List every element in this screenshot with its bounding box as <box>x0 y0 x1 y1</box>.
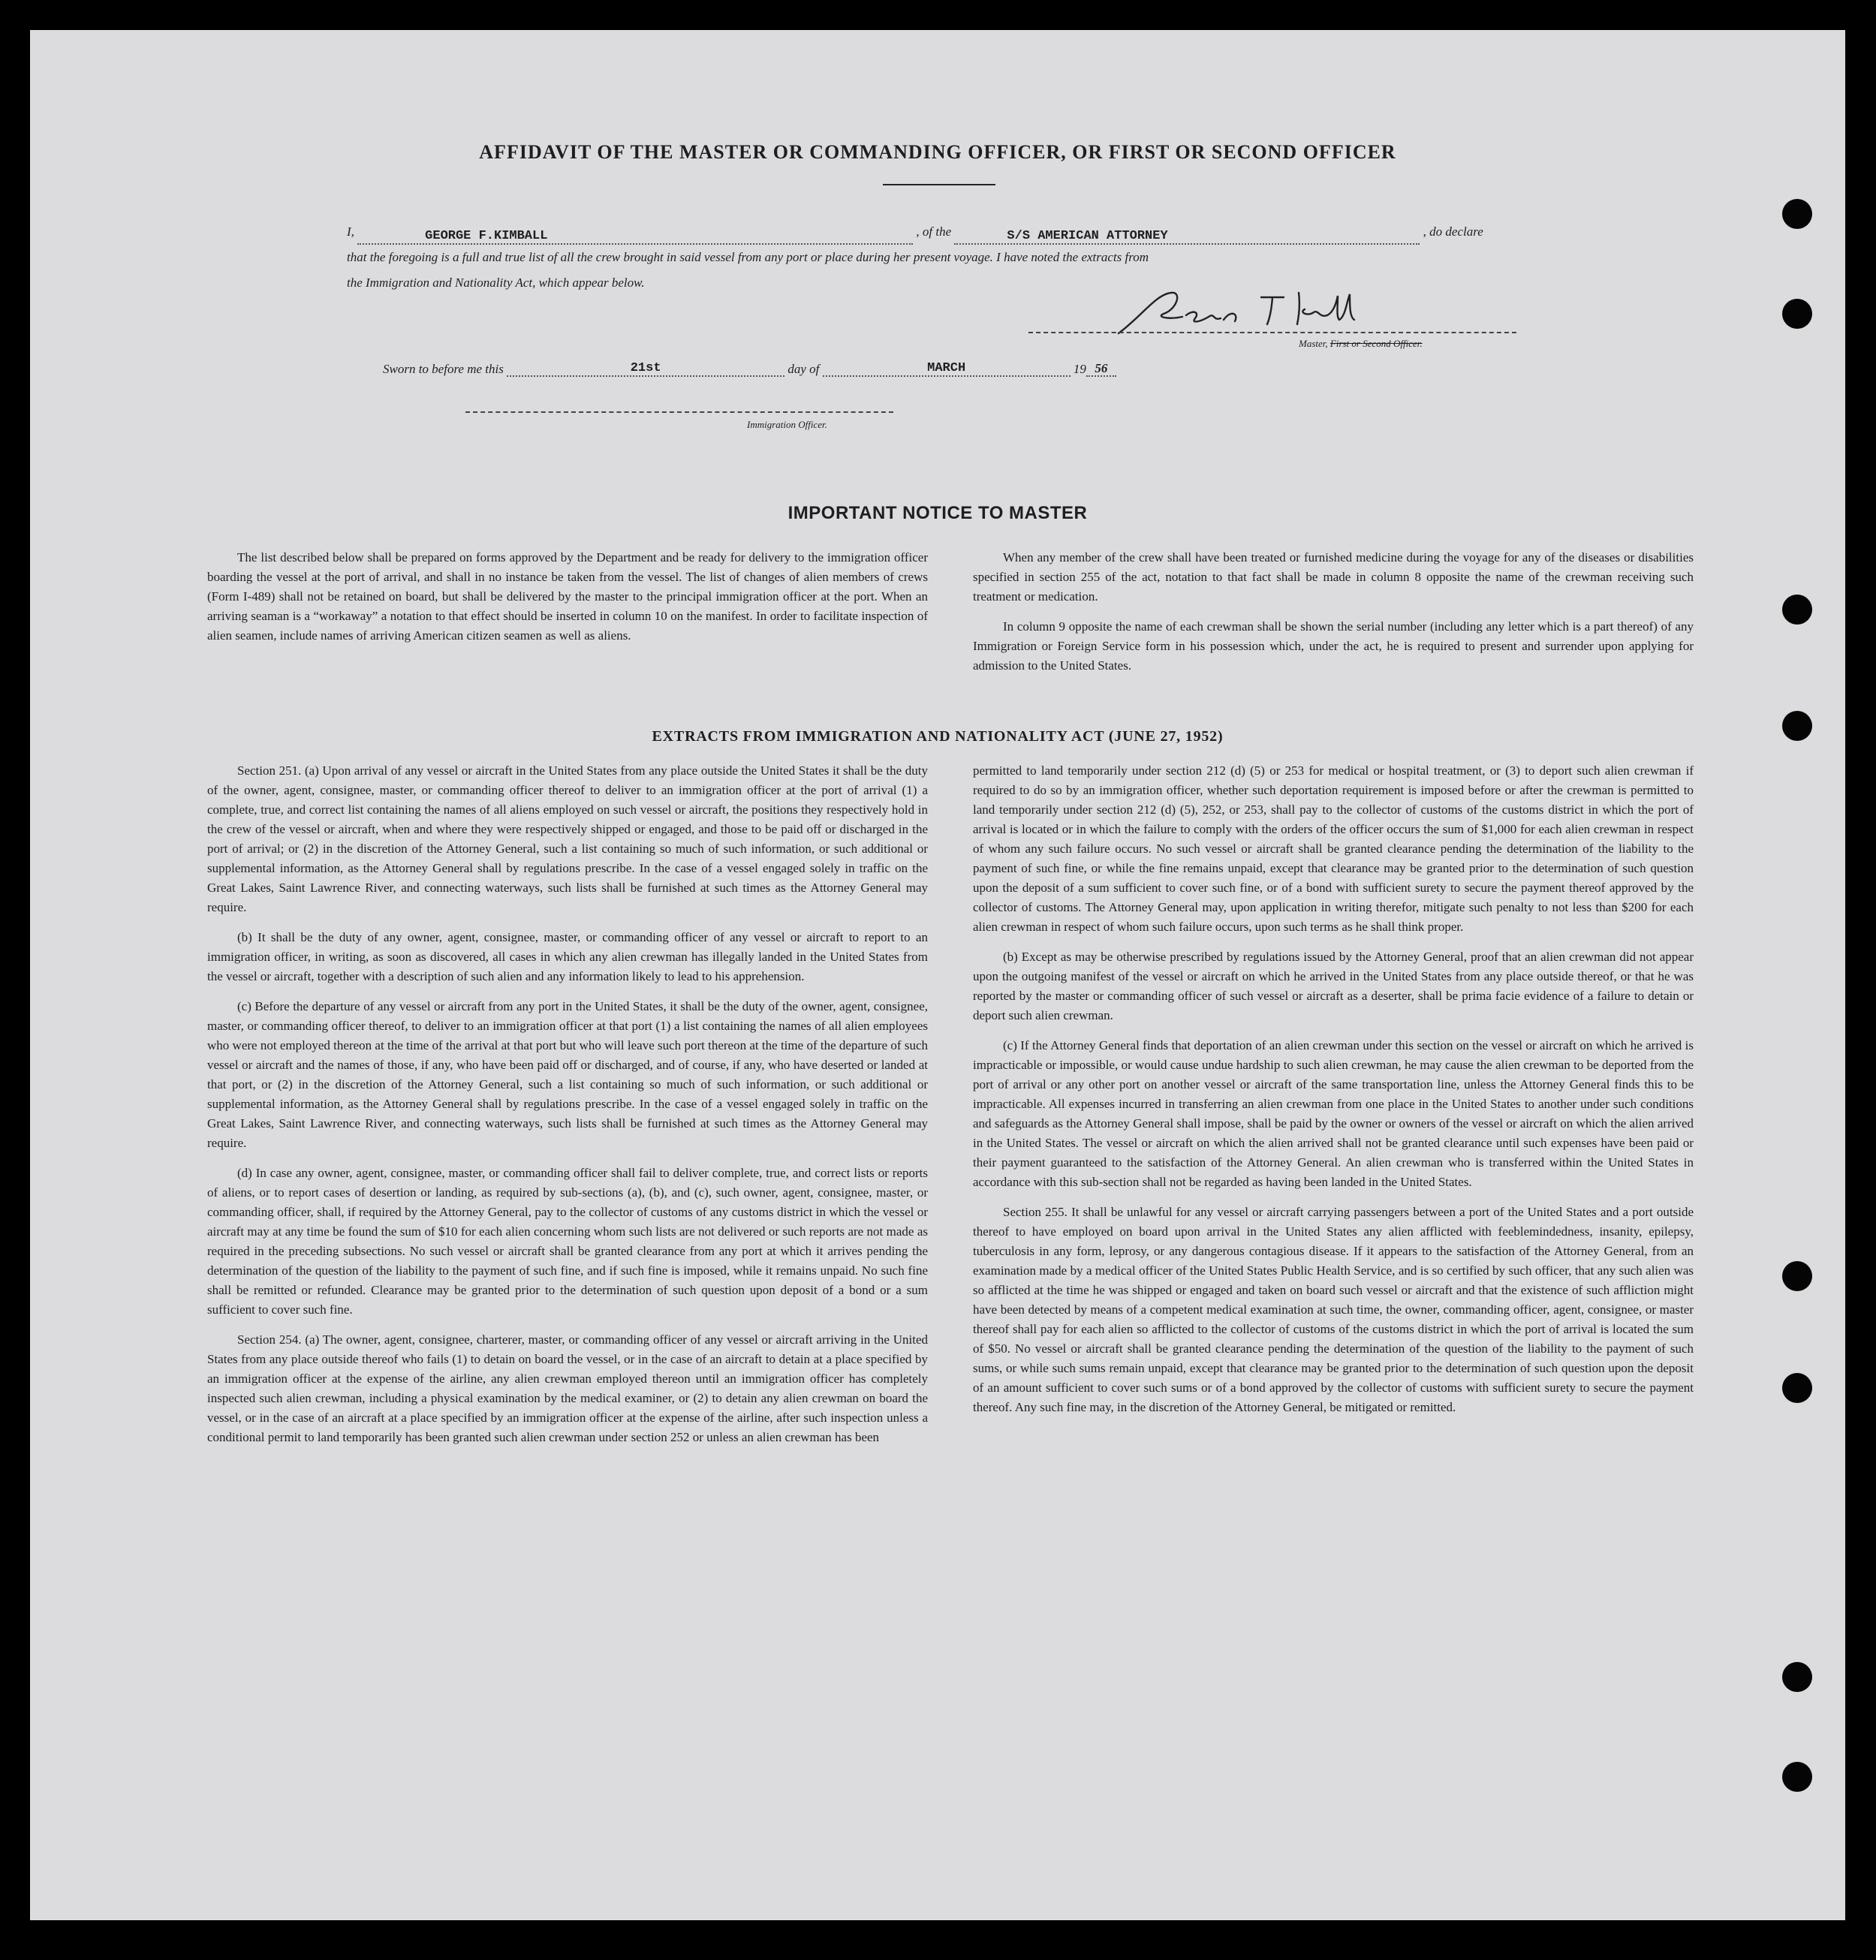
do-declare-label: , do declare <box>1423 224 1483 239</box>
binder-hole <box>1782 1373 1812 1403</box>
day-of-label: day of <box>787 362 820 376</box>
act-paragraph: (d) In case any owner, agent, consignee, master, or commanding officer shall fail to deliver complete, true, and correct lists or reports of aliens, or to report cases of desertion or landing, as required by sub-sections (a), (b), and (c), such owner, agent, consignee, master, or commanding officer, shall, if required by the Attorney General, pay to the collector of customs of any customs district in which the vessel or aircraft may at any time be found the sum of $10 for each alien concerning whom such lists are not delivered or such reports are not made as required in the preceding subsections. No such vessel or aircraft shall be granted clearance from any port at which it arrives pending the determination of the question of the liability to the payment of such fine, and if such fine is imposed, while it remains unpaid. No such fine shall be remitted or refunded. Clearance may be granted prior to the determination of such question upon deposit of a bond or a sum sufficient to cover such fine. <box>207 1166 928 1317</box>
master-name-field: GEORGE F.KIMBALL <box>357 228 913 245</box>
notice-paragraph: In column 9 opposite the name of each crewman shall be shown the serial number (including any letter which is a part thereof) of any Immigration or Foreign Service form in his possession which, under the act, he is required to present and surrender upon applying for admission to the United States. <box>973 619 1694 673</box>
act-paragraph: (b) Except as may be otherwise prescribed by regulations issued by the Attorney General, proof that an alien crewman did not appear upon the outgoing manifest of the vessel or aircraft on which he arrived in the United States from any place outside thereof, or that he was reported by the master or commanding officer of such vessel or aircraft as a deserter, shall be prima facie evidence of a failure to detain or deport such alien crewman. <box>973 950 1694 1022</box>
act-paragraph: (b) It shall be the duty of any owner, agent, consignee, master, or commanding officer of any vessel or aircraft to report to an immigration officer, in writing, as soon as discovered, all cases in which any alien crewman has illegally landed in the United States from the vessel or aircraft, together with a description of such alien and any information likely to lead to his apprehension. <box>207 930 928 983</box>
binder-hole <box>1782 299 1812 329</box>
i-label: I, <box>347 224 354 239</box>
signature-caption <box>1299 338 1423 350</box>
binder-hole <box>1782 1261 1812 1291</box>
sworn-year-field: 56 <box>1086 360 1116 377</box>
master-caption: Master, <box>1299 338 1328 349</box>
notice-right-column <box>973 548 1694 686</box>
act-paragraph: Section 251. (a) Upon arrival of any vessel or aircraft in the United States from any place outside the United States it shall be the duty of the owner, agent, consignee, master, or commanding officer thereof to deliver to an immigration officer at the port of arrival (1) a complete, true, and correct list containing the names of all aliens employed on such vessel or aircraft, the positions they respectively hold in the crew of the vessel or aircraft, when and where they were respectively shipped or engaged, and those to be paid off or discharged in the port of arrival; or (2) in the discretion of the Attorney General, such a list containing so much of such information, or such additional or supplemental information, as the Attorney General shall by regulations prescribe. In the case of a vessel engaged solely in traffic on the Great Lakes, Saint Lawrence River, and connecting waterways, such lists shall be furnished at such times as the Attorney General may require. <box>207 763 928 914</box>
notice-left-column <box>207 548 928 656</box>
act-paragraph: Section 254. (a) The owner, agent, consignee, charterer, master, or commanding officer of any vessel or aircraft arriving in the United States from any place outside thereof who fails (1) to detain on board the vessel, or in the case of an aircraft to detain at a place specified by an immigration officer at the expense of the airline, any alien crewman employed thereon until an immigration officer has completely inspected such alien crewman, including a physical examination by the medical examiner, or (2) to detain any alien crewman on board the vessel, or in the case of an aircraft at a place specified by an immigration officer at the expense of the airline, after such inspection unless a conditional permit to land temporarily has been granted such alien crewman under section 252 or unless an alien crewman has been <box>207 1332 928 1444</box>
binder-hole <box>1782 199 1812 229</box>
struck-officer-caption: First or Second Officer. <box>1329 338 1423 349</box>
sworn-month-field: MARCH <box>823 360 1070 377</box>
declaration-line-3: the Immigration and Nationality Act, which appear below. <box>347 275 645 290</box>
title-divider <box>883 184 995 185</box>
declaration-line-1 <box>347 219 1540 245</box>
declaration-line-2: that the foregoing is a full and true list of all the crew brought in said vessel from any port or place during her present voyage. I have noted the extracts from <box>347 250 1149 264</box>
extracts-right-column <box>973 761 1694 1428</box>
act-paragraph: Section 255. It shall be unlawful for any vessel or aircraft carrying passengers between a port of the United States and a port outside thereof to have employed on board upon arrival in the United States any alien afflicted with feeblemindedness, insanity, epilepsy, tuberculosis in any form, leprosy, or any dangerous contagious disease. If it appears to the satisfaction of the Attorney General, from an examination made by a medical officer of the United States Public Health Service, and is so certified by such officer, that any such alien was so afflicted at the time he was shipped or engaged and taken on board such vessel or aircraft and that the existence of such affliction might have been detected by means of a competent medical examination at such time, the owner, commanding officer, agent, consignee, or master thereof shall pay for each alien so afflicted to the collector of customs of the customs district in which the port of arrival is located the sum of $50. No vessel or aircraft shall be granted clearance pending the determination of the question of the liability to the payment of such sums, or while such sums remain unpaid, except that clearance may be granted prior to the determination of such question upon the deposit of an amount sufficient to cover such sums or of a bond approved by the collector of customs with sufficient surety to secure the payment thereof. Any such fine may, in the discretion of the Attorney General, be mitigated or remitted. <box>973 1205 1694 1414</box>
extracts-left-column <box>207 761 928 1458</box>
document-page <box>30 30 1845 1920</box>
act-paragraph: (c) If the Attorney General finds that deportation of an alien crewman under this section on the vessel or aircraft on which he arrived is impracticable or impossible, or would cause undue hardship to such alien crewman, he may cause the alien crewman to be deported from the port of arrival or any other port on another vessel or aircraft of the same transportation line, unless the Attorney General finds this to be impracticable. All expenses incurred in transferring an alien crewman from one place in the United States to another under such conditions and safeguards as the Attorney General shall impose, shall be paid by the owner or owners of the vessel or aircraft on which the alien arrived in the United States. The vessel or aircraft on which the alien arrived shall not be granted clearance until such expenses have been paid or their payment guaranteed to the satisfaction of the Attorney General. An alien crewman who is transferred within the United States in accordance with this sub-section shall not be regarded as having been landed in the United States. <box>973 1038 1694 1189</box>
sworn-label: Sworn to before me this <box>383 362 504 376</box>
immigration-officer-caption: Immigration Officer. <box>747 419 827 430</box>
notice-paragraph: The list described below shall be prepared on forms approved by the Department and be ready for delivery to the immigration officer boarding the vessel at the port of arrival, and shall in no instance be taken from the vessel. The list of changes of alien members of crews (Form I-489) shall not be retained on board, but shall be delivered by the master to the principal immigration officer at the port. When an arriving seaman is a “workaway” a notation to that effect should be inserted in column 10 on the manifest. In order to facilitate inspection of alien seamen, include names of arriving American citizen seamen as well as aliens. <box>207 550 928 643</box>
notice-title: IMPORTANT NOTICE TO MASTER <box>787 503 1088 523</box>
binder-hole <box>1782 1762 1812 1792</box>
sworn-day-field: 21st <box>507 360 784 377</box>
binder-hole <box>1782 711 1812 741</box>
signature-line <box>1028 332 1516 333</box>
extracts-title: EXTRACTS FROM IMMIGRATION AND NATIONALITY ACT (JUNE 27, 1952) <box>652 728 1224 745</box>
act-paragraph: (c) Before the departure of any vessel or aircraft from any port in the United States, it shall be the duty of the owner, agent, consignee, master, or commanding officer thereof, to deliver to an immigration officer at that port (1) a list containing the names of all alien employees who were not employed thereon at the time of the arrival at that port but who will leave such port thereon at the time of the departure of such vessel or aircraft and the names of those, if any, who have been paid off or discharged, and of course, if any, who have deserted or landed at that port, or (2) in the discretion of the Attorney General, such a list containing so much of such information, or such additional or supplemental information, as the Attorney General shall by regulations prescribe. In the case of a vessel engaged solely in traffic on the Great Lakes, Saint Lawrence River, and connecting waterways, such lists shall be furnished at such times as the Attorney General may require. <box>207 999 928 1150</box>
affidavit-title: AFFIDAVIT OF THE MASTER OR COMMANDING OFFICER, OR FIRST OR SECOND OFFICER <box>479 141 1396 163</box>
binder-hole <box>1782 1662 1812 1692</box>
vessel-name-field: S/S AMERICAN ATTORNEY <box>954 228 1420 245</box>
of-the-label: , of the <box>916 224 952 239</box>
year-prefix: 19 <box>1073 362 1086 376</box>
binder-hole <box>1782 595 1812 625</box>
act-paragraph: permitted to land temporarily under section 212 (d) (5) or 253 for medical or hospital treatment, or (3) to deport such alien crewman if required to do so by an immigration officer, whether such deportation requirement is imposed before or after the crewman is permitted to land temporarily under section 212 (d) (5), 252, or 253, shall pay to the collector of customs of the customs district in which the port of arrival is located or in which the failure to comply with the orders of the officer occurs the sum of $1,000 for each alien crewman in respect of whom any such failure occurs. No such vessel or aircraft shall be granted clearance pending the determination of the liability to the payment of such fine, or while the fine remains unpaid, except that clearance may be granted prior to the determination of such question upon the deposit of a sum sufficient to cover such fine, or of a bond with sufficient surety to secure the payment thereof approved by the collector of customs. The Attorney General may, upon application in writing therefor, mitigate such penalty to not less than $200 for each alien crewman in respect of whom such failure occurs, upon such terms as he shall think proper. <box>973 763 1694 934</box>
notice-paragraph: When any member of the crew shall have been treated or furnished medicine during the voyage for any of the diseases or disabilities specified in section 255 of the act, notation to that fact shall be made in column 8 opposite the name of the crewman receiving such treatment or medication. <box>973 550 1694 604</box>
declaration-block <box>347 219 1540 296</box>
immigration-officer-line <box>465 411 893 413</box>
sworn-line <box>383 360 1116 377</box>
